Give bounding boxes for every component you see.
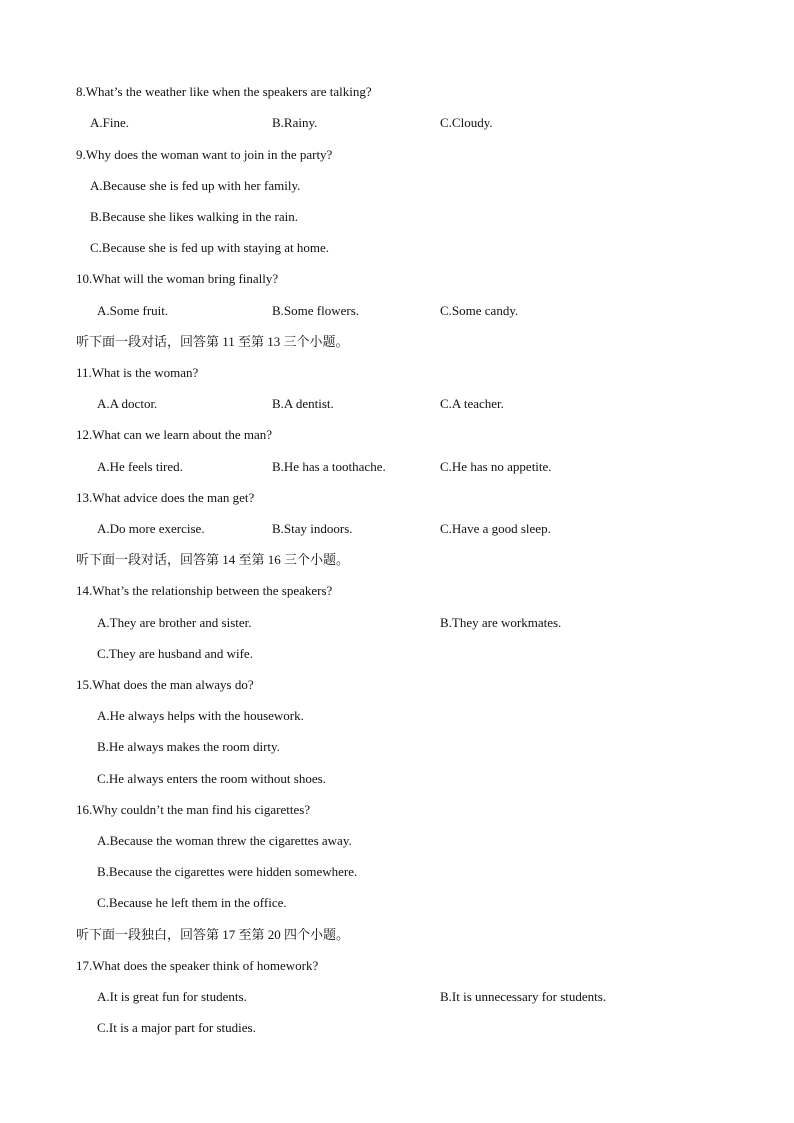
option-16a: A.Because the woman threw the cigarettes away. <box>97 833 352 848</box>
option-16b: B.Because the cigarettes were hidden somewhere. <box>97 864 358 879</box>
option-16c: C.Because he left them in the office. <box>97 895 287 910</box>
option-9c: C.Because she is fed up with staying at home. <box>90 240 330 255</box>
question-11: 11.What is the woman? <box>76 365 199 380</box>
section-header-14-16: 听下面一段对话，回答第 14 至第 16 三个小题。 <box>76 552 350 567</box>
option-9b: B.Because she likes walking in the rain. <box>90 209 298 224</box>
option-17a: A.It is great fun for students. <box>97 989 247 1004</box>
option-15b: B.He always makes the room dirty. <box>97 739 280 754</box>
option-9a: A.Because she is fed up with her family. <box>90 178 301 193</box>
question-8: 8.What’s the weather like when the speakers are talking? <box>76 84 372 99</box>
option-14a: A.They are brother and sister. <box>97 615 252 630</box>
option-10b: B.Some flowers. <box>272 303 360 318</box>
option-12c: C.He has no appetite. <box>440 459 552 474</box>
section-header-17-20: 听下面一段独白，回答第 17 至第 20 四个小题。 <box>76 927 350 942</box>
option-8b: B.Rainy. <box>272 115 318 130</box>
question-16: 16.Why couldn’t the man find his cigarettes? <box>76 802 311 817</box>
option-13c: C.Have a good sleep. <box>440 521 551 536</box>
question-15: 15.What does the man always do? <box>76 677 254 692</box>
option-11c: C.A teacher. <box>440 396 504 411</box>
question-14: 14.What’s the relationship between the speakers? <box>76 583 333 598</box>
option-11a: A.A doctor. <box>97 396 158 411</box>
option-13a: A.Do more exercise. <box>97 521 205 536</box>
question-10: 10.What will the woman bring finally? <box>76 271 279 286</box>
option-14c: C.They are husband and wife. <box>97 646 253 661</box>
option-8a: A.Fine. <box>90 115 129 130</box>
option-15a: A.He always helps with the housework. <box>97 708 304 723</box>
option-10a: A.Some fruit. <box>97 303 169 318</box>
option-17b: B.It is unnecessary for students. <box>440 989 607 1004</box>
option-12a: A.He feels tired. <box>97 459 183 474</box>
option-15c: C.He always enters the room without shoes. <box>97 771 326 786</box>
option-11b: B.A dentist. <box>272 396 334 411</box>
question-17: 17.What does the speaker think of homework? <box>76 958 319 973</box>
question-12: 12.What can we learn about the man? <box>76 427 272 442</box>
option-12b: B.He has a toothache. <box>272 459 386 474</box>
option-8c: C.Cloudy. <box>440 115 493 130</box>
section-header-11-13: 听下面一段对话，回答第 11 至第 13 三个小题。 <box>76 334 349 349</box>
question-13: 13.What advice does the man get? <box>76 490 255 505</box>
option-13b: B.Stay indoors. <box>272 521 353 536</box>
option-14b: B.They are workmates. <box>440 615 562 630</box>
option-17c: C.It is a major part for studies. <box>97 1020 256 1035</box>
option-10c: C.Some candy. <box>440 303 519 318</box>
question-9: 9.Why does the woman want to join in the party? <box>76 147 333 162</box>
